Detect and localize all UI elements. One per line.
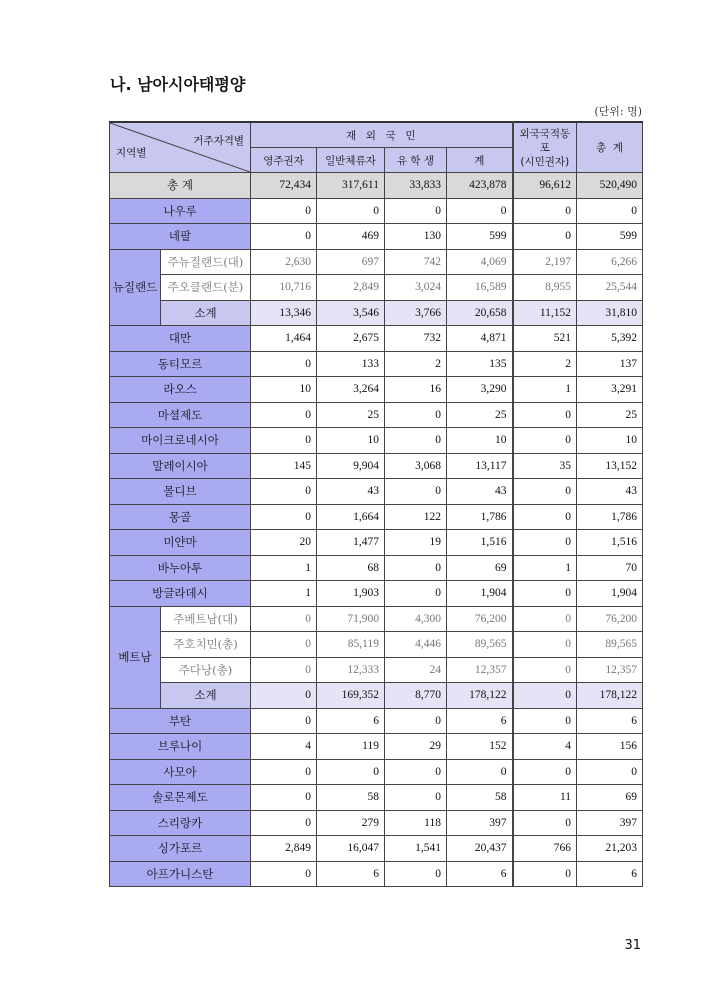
table-cell: 6: [447, 861, 513, 887]
table-cell: 10: [251, 377, 317, 403]
table-cell: 1: [513, 555, 577, 581]
header-general-sojourners: 일반체류자: [317, 148, 385, 173]
group-label: 뉴질랜드: [110, 249, 161, 326]
table-cell: 0: [317, 759, 385, 785]
table-cell: 11: [513, 785, 577, 811]
table-cell: 0: [251, 351, 317, 377]
table-row: [110, 428, 643, 454]
table-cell: 732: [385, 326, 447, 352]
row-label: 싱가포르: [110, 836, 251, 862]
table-cell: 2: [513, 351, 577, 377]
table-cell: 2,630: [251, 249, 317, 275]
table-cell: 8,770: [385, 683, 447, 709]
row-label: 브루나이: [110, 734, 251, 760]
table-cell: 20: [251, 530, 317, 556]
table-cell: 0: [385, 759, 447, 785]
table-cell: 96,612: [513, 173, 577, 199]
table-cell: 19: [385, 530, 447, 556]
table-row: [110, 734, 643, 760]
table-cell: 0: [251, 198, 317, 224]
table-cell: 0: [251, 428, 317, 454]
table-cell: 1,516: [577, 530, 643, 556]
table-cell: 25: [577, 402, 643, 428]
table-cell: 766: [513, 836, 577, 862]
header-foreign-national-koreans: 외국국적동포 (시민권자): [513, 122, 577, 173]
table-cell: 0: [385, 428, 447, 454]
table-cell: 3,290: [447, 377, 513, 403]
table-cell: 0: [317, 198, 385, 224]
table-cell: 13,117: [447, 453, 513, 479]
table-cell: 1,664: [317, 504, 385, 530]
table-cell: 137: [577, 351, 643, 377]
table-cell: 0: [385, 785, 447, 811]
table-cell: 9,904: [317, 453, 385, 479]
table-cell: 43: [447, 479, 513, 505]
table-cell: 35: [513, 453, 577, 479]
table-cell: 4,446: [385, 632, 447, 658]
office-label: 주다낭(총): [161, 657, 251, 683]
header-grand-total: 총 계: [577, 122, 643, 173]
table-cell: 1,786: [577, 504, 643, 530]
table-cell: 3,766: [385, 300, 447, 326]
table-cell: 145: [251, 453, 317, 479]
table-row: [110, 275, 643, 301]
header-residence-status: 거주자격별: [193, 135, 244, 147]
table-cell: 3,291: [577, 377, 643, 403]
table-cell: 0: [251, 657, 317, 683]
table-cell: 1,516: [447, 530, 513, 556]
table-cell: 0: [385, 555, 447, 581]
section-title: 나. 남아시아태평양: [110, 75, 246, 94]
table-cell: 317,611: [317, 173, 385, 199]
table-cell: 122: [385, 504, 447, 530]
table-cell: 10: [447, 428, 513, 454]
table-cell: 0: [513, 632, 577, 658]
table-row: [110, 224, 643, 250]
table-cell: 4: [251, 734, 317, 760]
table-cell: 29: [385, 734, 447, 760]
table-cell: 0: [251, 810, 317, 836]
table-row: [110, 657, 643, 683]
table-row: [110, 504, 643, 530]
table-cell: 135: [447, 351, 513, 377]
table-row: [110, 606, 643, 632]
table-cell: 1,904: [577, 581, 643, 607]
table-cell: 0: [251, 683, 317, 709]
table-cell: 10: [577, 428, 643, 454]
table-cell: 12,333: [317, 657, 385, 683]
table-cell: 0: [577, 759, 643, 785]
table-row: [110, 759, 643, 785]
table-cell: 4,871: [447, 326, 513, 352]
table-cell: 58: [317, 785, 385, 811]
table-cell: 6,266: [577, 249, 643, 275]
row-label: 동티모르: [110, 351, 251, 377]
table-cell: 0: [513, 198, 577, 224]
table-cell: 2,675: [317, 326, 385, 352]
row-label: 몽골: [110, 504, 251, 530]
table-cell: 1,541: [385, 836, 447, 862]
table-cell: 279: [317, 810, 385, 836]
table-cell: 4: [513, 734, 577, 760]
table-cell: 6: [317, 708, 385, 734]
table-cell: 68: [317, 555, 385, 581]
row-label: 부탄: [110, 708, 251, 734]
table-cell: 2: [385, 351, 447, 377]
table-cell: 6: [577, 708, 643, 734]
table-cell: 2,849: [251, 836, 317, 862]
group-label: 베트남: [110, 606, 161, 708]
table-cell: 20,658: [447, 300, 513, 326]
table-cell: 10,716: [251, 275, 317, 301]
table-cell: 133: [317, 351, 385, 377]
table-cell: 0: [251, 402, 317, 428]
office-label: 주호치민(총): [161, 632, 251, 658]
table-cell: 89,565: [447, 632, 513, 658]
table-cell: 0: [577, 198, 643, 224]
table-cell: 0: [513, 759, 577, 785]
table-cell: 178,122: [577, 683, 643, 709]
table-cell: 0: [385, 861, 447, 887]
table-cell: 13,346: [251, 300, 317, 326]
table-cell: 0: [447, 759, 513, 785]
header-corner: [110, 122, 251, 173]
table-cell: 25,544: [577, 275, 643, 301]
table-cell: 16: [385, 377, 447, 403]
table-cell: 397: [577, 810, 643, 836]
table-cell: 1,477: [317, 530, 385, 556]
unit-label: (단위: 명): [594, 105, 642, 118]
table-cell: 0: [251, 759, 317, 785]
table-cell: 1,903: [317, 581, 385, 607]
table-row: [110, 810, 643, 836]
table-cell: 0: [385, 198, 447, 224]
subtotal-label: 소계: [161, 300, 251, 326]
table-cell: 0: [251, 708, 317, 734]
table-cell: 12,357: [447, 657, 513, 683]
office-label: 주뉴질랜드(대): [161, 249, 251, 275]
table-cell: 16,589: [447, 275, 513, 301]
table-cell: 599: [447, 224, 513, 250]
table-cell: 152: [447, 734, 513, 760]
table-cell: 71,900: [317, 606, 385, 632]
table-cell: 0: [251, 479, 317, 505]
table-cell: 10: [317, 428, 385, 454]
table-body: [110, 173, 643, 887]
table-cell: 25: [447, 402, 513, 428]
table-cell: 31,810: [577, 300, 643, 326]
table-cell: 43: [577, 479, 643, 505]
table-cell: 21,203: [577, 836, 643, 862]
table-row: [110, 377, 643, 403]
table-row: [110, 453, 643, 479]
table-row: [110, 351, 643, 377]
row-label: 나우루: [110, 198, 251, 224]
row-label: 사모아: [110, 759, 251, 785]
table-cell: 6: [317, 861, 385, 887]
table-row: [110, 632, 643, 658]
table-cell: 0: [251, 224, 317, 250]
table-cell: 0: [251, 785, 317, 811]
table-cell: 599: [577, 224, 643, 250]
table-cell: 397: [447, 810, 513, 836]
row-label: 마셜제도: [110, 402, 251, 428]
table-cell: 0: [251, 606, 317, 632]
table-cell: 24: [385, 657, 447, 683]
table-cell: 1,904: [447, 581, 513, 607]
table-row: [110, 708, 643, 734]
row-label: 스리랑카: [110, 810, 251, 836]
table-cell: 169,352: [317, 683, 385, 709]
population-table: [109, 121, 643, 887]
row-label: 총 계: [110, 173, 251, 199]
table-cell: 118: [385, 810, 447, 836]
table-cell: 119: [317, 734, 385, 760]
table-cell: 85,119: [317, 632, 385, 658]
row-label: 솔로몬제도: [110, 785, 251, 811]
table-cell: 156: [577, 734, 643, 760]
table-cell: 20,437: [447, 836, 513, 862]
row-label: 바누아투: [110, 555, 251, 581]
table-row: [110, 479, 643, 505]
table-cell: 0: [513, 861, 577, 887]
table-cell: 0: [513, 504, 577, 530]
row-label: 방글라데시: [110, 581, 251, 607]
office-label: 주베트남(대): [161, 606, 251, 632]
table-cell: 423,878: [447, 173, 513, 199]
table-cell: 76,200: [577, 606, 643, 632]
row-label: 아프가니스탄: [110, 861, 251, 887]
table-cell: 0: [251, 632, 317, 658]
table-cell: 0: [251, 504, 317, 530]
table-cell: 1: [513, 377, 577, 403]
row-label: 미얀마: [110, 530, 251, 556]
table-cell: 25: [317, 402, 385, 428]
table-cell: 6: [447, 708, 513, 734]
table-cell: 33,833: [385, 173, 447, 199]
table-cell: 0: [513, 810, 577, 836]
table-cell: 0: [385, 581, 447, 607]
table-row: [110, 530, 643, 556]
table-cell: 3,024: [385, 275, 447, 301]
table-row: [110, 861, 643, 887]
table-cell: 2,849: [317, 275, 385, 301]
table-cell: 72,434: [251, 173, 317, 199]
table-cell: 4,300: [385, 606, 447, 632]
page-number: 31: [624, 938, 641, 953]
table-cell: 0: [513, 530, 577, 556]
table-cell: 0: [513, 708, 577, 734]
table-cell: 0: [251, 861, 317, 887]
table-cell: 13,152: [577, 453, 643, 479]
table-cell: 0: [385, 708, 447, 734]
table-cell: 1,464: [251, 326, 317, 352]
table-cell: 0: [513, 581, 577, 607]
table-cell: 0: [513, 224, 577, 250]
row-label: 마이크로네시아: [110, 428, 251, 454]
header-subtotal: 계: [447, 148, 513, 173]
header-students: 유 학 생: [385, 148, 447, 173]
table-cell: 0: [513, 606, 577, 632]
table-cell: 130: [385, 224, 447, 250]
table-row: [110, 198, 643, 224]
subtotal-row: [110, 683, 643, 709]
table-cell: 178,122: [447, 683, 513, 709]
table-row: [110, 581, 643, 607]
table-cell: 0: [513, 479, 577, 505]
row-label: 몰디브: [110, 479, 251, 505]
table-cell: 0: [513, 657, 577, 683]
table-cell: 520,490: [577, 173, 643, 199]
table-cell: 3,546: [317, 300, 385, 326]
table-cell: 43: [317, 479, 385, 505]
table-cell: 0: [385, 402, 447, 428]
table-cell: 0: [513, 428, 577, 454]
table-cell: 1: [251, 555, 317, 581]
table-row: [110, 555, 643, 581]
table-cell: 58: [447, 785, 513, 811]
table-cell: 76,200: [447, 606, 513, 632]
table-cell: 3,264: [317, 377, 385, 403]
table-cell: 89,565: [577, 632, 643, 658]
office-label: 주오클랜드(분): [161, 275, 251, 301]
table-cell: 69: [577, 785, 643, 811]
table-row: [110, 785, 643, 811]
row-label: 대만: [110, 326, 251, 352]
table-cell: 8,955: [513, 275, 577, 301]
table-cell: 2,197: [513, 249, 577, 275]
table-cell: 70: [577, 555, 643, 581]
header-overseas-korean-nationals: 재 외 국 민: [251, 122, 513, 148]
row-label: 말레이시아: [110, 453, 251, 479]
table-cell: 469: [317, 224, 385, 250]
table-cell: 3,068: [385, 453, 447, 479]
table-cell: 1: [251, 581, 317, 607]
subtotal-row: [110, 300, 643, 326]
table-cell: 1,786: [447, 504, 513, 530]
row-label: 라오스: [110, 377, 251, 403]
table-row: [110, 836, 643, 862]
table-cell: 0: [513, 402, 577, 428]
header-permanent-residents: 영주권자: [251, 148, 317, 173]
table-cell: 69: [447, 555, 513, 581]
table-cell: 12,357: [577, 657, 643, 683]
row-label: 네팔: [110, 224, 251, 250]
table-cell: 0: [447, 198, 513, 224]
subtotal-label: 소계: [161, 683, 251, 709]
table-cell: 0: [385, 479, 447, 505]
table-cell: 6: [577, 861, 643, 887]
table-cell: 521: [513, 326, 577, 352]
table-row: [110, 173, 643, 199]
table-row: [110, 249, 643, 275]
table-cell: 11,152: [513, 300, 577, 326]
table-cell: 742: [385, 249, 447, 275]
header-region: 지역별: [116, 147, 147, 159]
table-cell: 0: [513, 683, 577, 709]
table-row: [110, 326, 643, 352]
table-cell: 4,069: [447, 249, 513, 275]
table-cell: 697: [317, 249, 385, 275]
table-row: [110, 402, 643, 428]
table-cell: 16,047: [317, 836, 385, 862]
table-cell: 5,392: [577, 326, 643, 352]
